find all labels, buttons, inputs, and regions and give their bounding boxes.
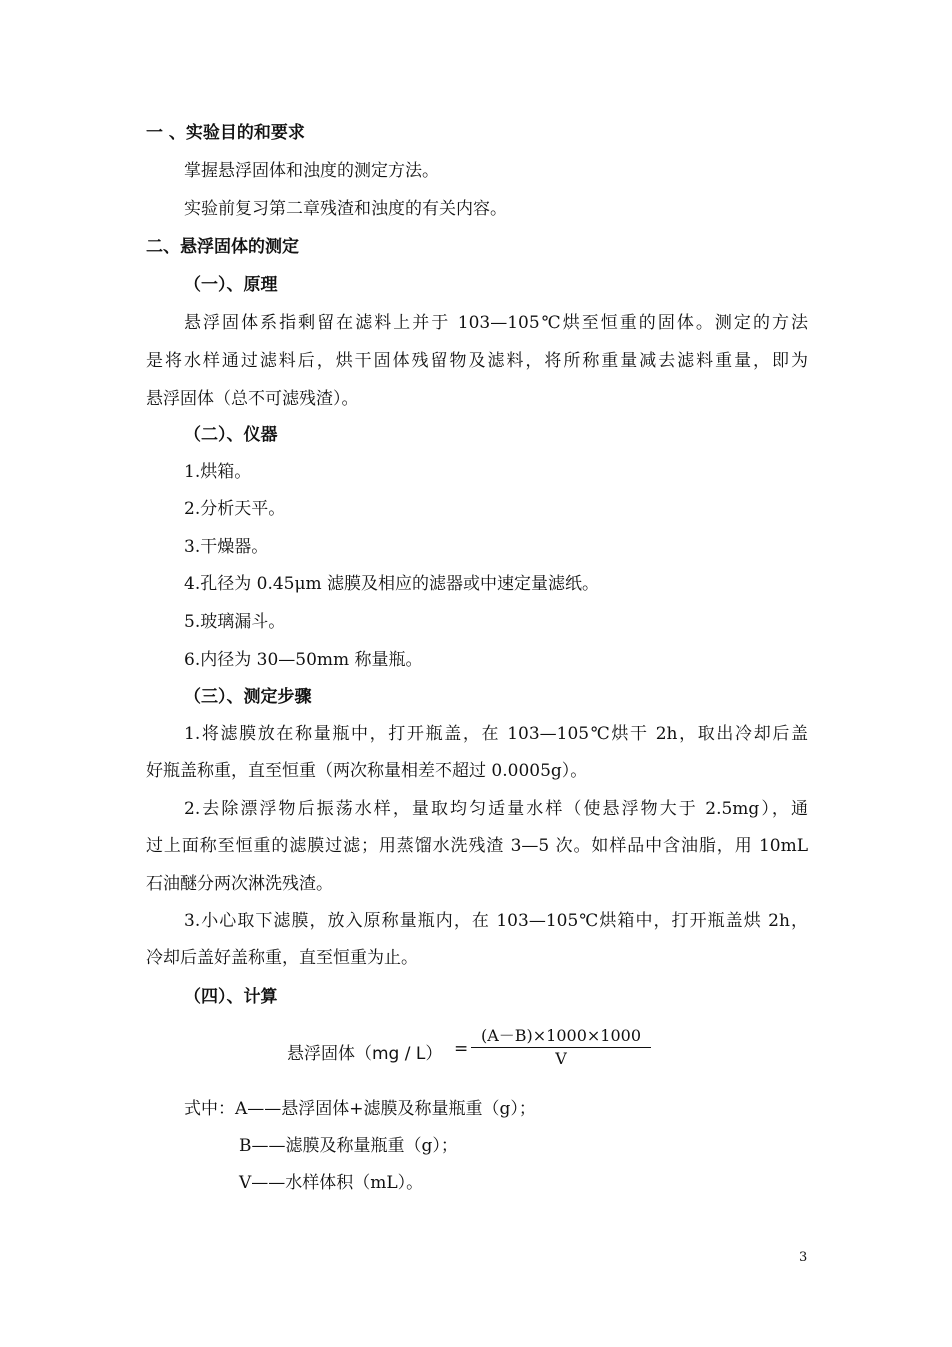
paragraph-line: 石油醚分两次淋洗残渣。	[146, 874, 333, 894]
subsection-heading-steps: （三）、测定步骤	[184, 687, 312, 707]
formula-lhs: 悬浮固体（mg / L）	[287, 1044, 443, 1064]
paragraph-line: 是将水样通过滤料后，烘干固体残留物及滤料，将所称重量减去滤料重量，即为	[146, 351, 808, 371]
formula-legend-line: B——滤膜及称量瓶重（g）；	[239, 1136, 458, 1156]
subsection-heading-calculation: （四）、计算	[184, 987, 278, 1007]
paragraph-line: 冷却后盖好盖称重，直至恒重为止。	[146, 948, 418, 968]
paragraph-line: 过上面称至恒重的滤膜过滤；用蒸馏水洗残渣 3—5 次。如样品中含油脂，用 10mL	[146, 836, 808, 856]
page-number: 3	[799, 1250, 808, 1265]
paragraph-line: 1.将滤膜放在称量瓶中，打开瓶盖，在 103—105℃烘干 2h，取出冷却后盖	[184, 724, 808, 744]
list-item: 5.玻璃漏斗。	[184, 612, 286, 632]
section-heading-2: 二、悬浮固体的测定	[146, 237, 299, 257]
subsection-heading-instruments: （二）、仪器	[184, 425, 278, 445]
list-item: 6.内径为 30—50mm 称量瓶。	[184, 650, 423, 670]
paragraph-line: 悬浮固体系指剩留在滤料上并于 103—105℃烘至恒重的固体。测定的方法	[184, 313, 808, 333]
paragraph-line: 实验前复习第二章残渣和浊度的有关内容。	[184, 199, 507, 219]
list-item: 2.分析天平。	[184, 499, 286, 519]
list-item: 4.孔径为 0.45μm 滤膜及相应的滤器或中速定量滤纸。	[184, 574, 600, 594]
formula-equals: =	[454, 1039, 469, 1059]
list-item: 3.干燥器。	[184, 537, 269, 557]
paragraph-line: 悬浮固体（总不可滤残渣）。	[146, 389, 359, 409]
formula-numerator: (A－B)×1000×1000	[480, 1026, 642, 1045]
paragraph-line: 好瓶盖称重，直至恒重（两次称量相差不超过 0.0005g）。	[146, 761, 588, 781]
paragraph-line: 3.小心取下滤膜，放入原称量瓶内，在 103—105℃烘箱中，打开瓶盖烘 2h，	[184, 911, 808, 931]
list-item: 1.烘箱。	[184, 462, 252, 482]
formula-legend-line: 式中：A——悬浮固体+滤膜及称量瓶重（g）；	[184, 1099, 536, 1119]
subsection-heading-principle: （一）、原理	[184, 275, 278, 295]
paragraph-line: 2.去除漂浮物后振荡水样，量取均匀适量水样（使悬浮物大于 2.5mg），通	[184, 799, 808, 819]
fraction-bar	[471, 1047, 651, 1048]
paragraph-line: 掌握悬浮固体和浊度的测定方法。	[184, 161, 439, 181]
formula-denominator: V	[555, 1049, 567, 1068]
formula-legend-line: V——水样体积（mL）。	[239, 1173, 424, 1193]
section-heading-1: 一 、实验目的和要求	[146, 123, 305, 143]
formula-fraction	[471, 1026, 651, 1069]
